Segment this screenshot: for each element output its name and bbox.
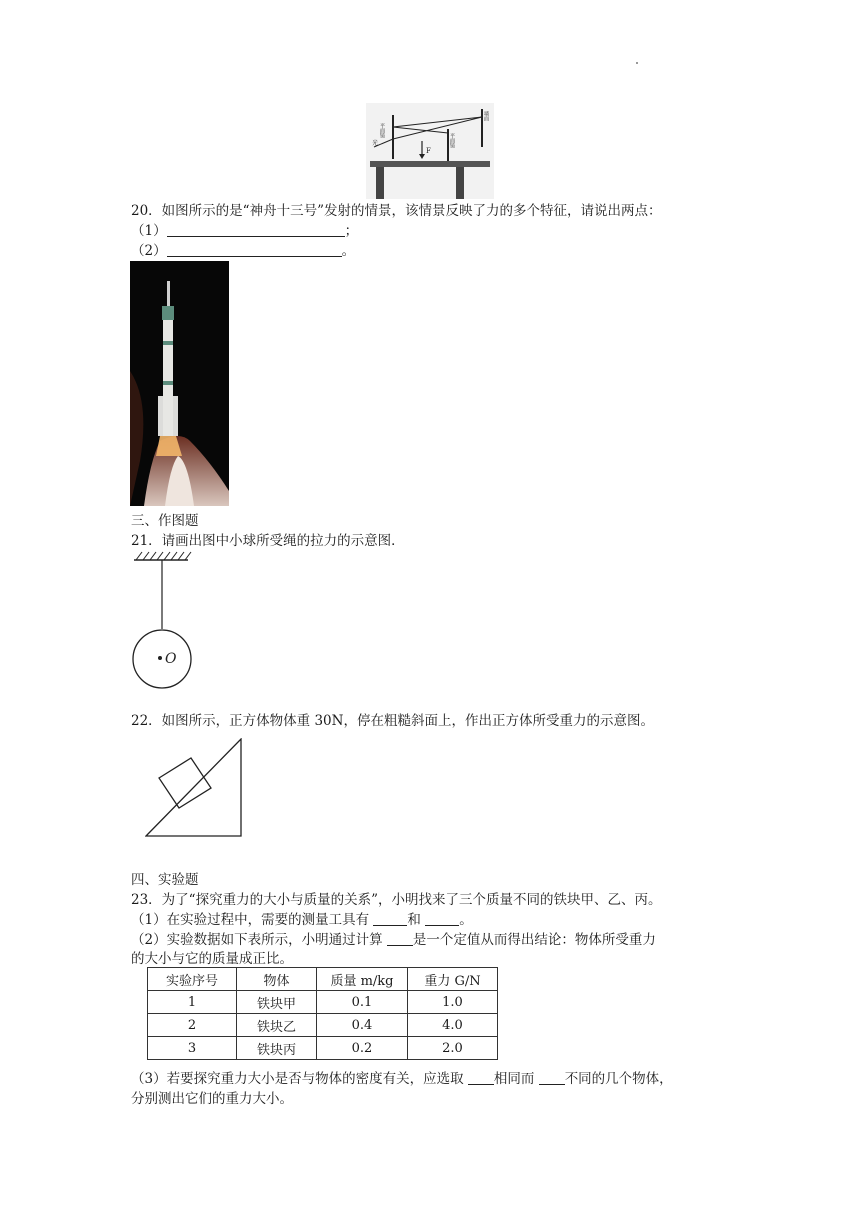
q23-p1-text-b: 和 <box>407 912 426 928</box>
q23-p3-text-b: 相同而 <box>493 1071 539 1087</box>
q23-blank-different[interactable] <box>539 1070 565 1085</box>
table-top <box>370 161 490 167</box>
table-row <box>148 1014 498 1037</box>
wall-label: 墙面 <box>483 111 489 121</box>
incline-triangle <box>146 739 241 836</box>
q20-part1-prefix: （1） <box>131 223 167 239</box>
q20-answer-blank-2[interactable] <box>167 242 342 257</box>
q20-stem: 20．如图所示的是“神舟十三号”发射的情景，该情景反映了力的多个特征，请说出两点： <box>131 203 662 219</box>
table-leg-left <box>376 167 384 199</box>
q23-part2 <box>131 931 656 949</box>
table-cell: 0.2 <box>317 1037 408 1060</box>
ball-center-dot <box>158 656 162 660</box>
page-dot <box>636 62 638 64</box>
table-header-row <box>148 968 498 991</box>
table-header-cell: 重力 G/N <box>408 968 498 991</box>
hanging-ball-figure <box>128 548 208 693</box>
table-cell: 0.4 <box>317 1014 408 1037</box>
left-mirror-label: 平面镜 <box>379 123 385 138</box>
q23-p2-text-b: 是一个定值从而得出结论：物体所受重力 <box>412 932 656 948</box>
q20-part2-suffix: 。 <box>341 243 356 259</box>
table-row <box>148 1037 498 1060</box>
q23-stem: 23．为了“探究重力的大小与质量的关系”，小明找来了三个质量不同的铁块甲、乙、丙。 <box>131 892 662 908</box>
q20-part1-suffix: ； <box>344 223 359 239</box>
q23-blank-same[interactable] <box>468 1070 494 1085</box>
data-table <box>147 967 498 1060</box>
table-cell: 0.1 <box>317 991 408 1014</box>
table-cell: 2 <box>148 1014 237 1037</box>
q20-part1 <box>131 222 358 240</box>
table-leg-right <box>456 167 464 199</box>
cube-square <box>159 758 211 808</box>
q22-stem: 22．如图所示，正方体物体重 30N，停在粗糙斜面上，作出正方体所受重力的示意图。 <box>131 713 654 729</box>
ball-circle <box>133 630 191 688</box>
q20-part2-prefix: （2） <box>131 243 167 259</box>
q23-p2-text-a: （2）实验数据如下表所示，小明通过计算 <box>131 932 387 948</box>
q23-part2-line2: 的大小与它的质量成正比。 <box>131 951 293 967</box>
q23-part3-line2: 分别测出它们的重力大小。 <box>131 1091 293 1107</box>
q23-blank-tool-2[interactable] <box>425 911 459 926</box>
q23-part1 <box>131 911 473 929</box>
mirror-table-figure <box>366 103 494 199</box>
q23-part3 <box>131 1070 673 1088</box>
q20-answer-blank-1[interactable] <box>167 222 345 237</box>
light-label: 光 <box>372 140 379 147</box>
rocket-launch-photo <box>130 261 229 506</box>
table-cell: 4.0 <box>408 1014 498 1037</box>
table-header-cell: 实验序号 <box>148 968 237 991</box>
table-cell: 铁块甲 <box>237 991 317 1014</box>
table-cell: 1.0 <box>408 991 498 1014</box>
q21-stem: 21．请画出图中小球所受绳的拉力的示意图． <box>131 533 405 549</box>
table-cell: 1 <box>148 991 237 1014</box>
q23-p1-text-a: （1）在实验过程中，需要的测量工具有 <box>131 912 374 928</box>
incline-cube-figure <box>145 738 245 838</box>
section3-heading: 三、作图题 <box>131 513 199 529</box>
q23-p3-text-a: （3）若要探究重力大小是否与物体的密度有关，应选取 <box>131 1071 468 1087</box>
q23-blank-tool-1[interactable] <box>373 911 407 926</box>
q23-p3-text-c: 不同的几个物体， <box>564 1071 673 1087</box>
center-label: O <box>165 651 177 667</box>
ceiling-hatching <box>136 552 191 560</box>
q23-p1-text-c: 。 <box>459 912 473 928</box>
table-cell: 2.0 <box>408 1037 498 1060</box>
force-label: F <box>426 147 431 155</box>
table-header-cell: 质量 m/kg <box>317 968 408 991</box>
q23-blank-ratio[interactable] <box>387 931 413 946</box>
table-row <box>148 991 498 1014</box>
table-cell: 3 <box>148 1037 237 1060</box>
table-header-cell: 物体 <box>237 968 317 991</box>
section4-heading: 四、实验题 <box>131 872 199 888</box>
q20-part2 <box>131 242 355 260</box>
right-mirror-label: 平面镜 <box>449 133 455 148</box>
table-cell: 铁块丙 <box>237 1037 317 1060</box>
table-cell: 铁块乙 <box>237 1014 317 1037</box>
